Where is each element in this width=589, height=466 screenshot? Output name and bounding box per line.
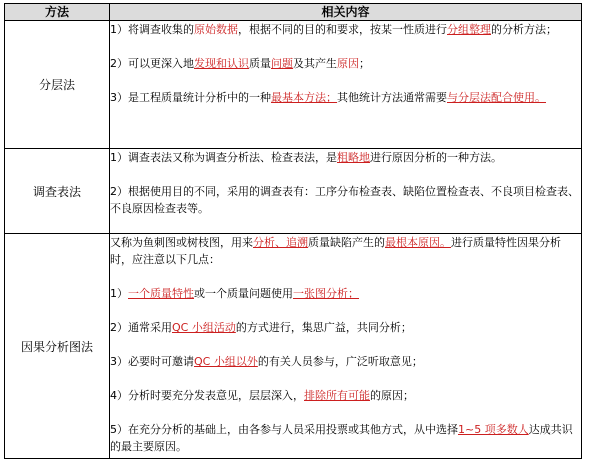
body-text: 的原因； bbox=[370, 389, 414, 402]
content-paragraph bbox=[110, 55, 581, 72]
highlight-text: QC 小组活动 bbox=[172, 321, 236, 334]
method-cell: 分层法 bbox=[5, 21, 110, 149]
body-text: 5）在充分分析的基础上，由各参与人员采用投票或其他方式，从中选择 bbox=[110, 423, 458, 436]
content-paragraph bbox=[110, 421, 581, 455]
content-paragraph bbox=[110, 89, 581, 106]
highlight-text: 排除所有可能 bbox=[304, 389, 370, 402]
body-text: 3）必要时可邀请 bbox=[110, 355, 194, 368]
table-row bbox=[5, 149, 582, 234]
table-row bbox=[5, 21, 582, 149]
body-text: ； bbox=[359, 57, 370, 70]
paragraph-spacer bbox=[110, 72, 581, 89]
highlight-text: 最根本原因。 bbox=[385, 236, 451, 249]
highlight-text: 分析、追溯 bbox=[253, 236, 308, 249]
methods-table bbox=[4, 3, 582, 459]
content-paragraph bbox=[110, 234, 581, 268]
paragraph-spacer bbox=[110, 336, 581, 353]
body-text: 又称为鱼刺图或树枝图，用来 bbox=[110, 236, 253, 249]
method-cell: 调查表法 bbox=[5, 149, 110, 234]
paragraph-spacer bbox=[110, 38, 581, 55]
content-paragraph bbox=[110, 353, 581, 370]
body-text: 的分析方法； bbox=[491, 23, 557, 36]
highlight-text: 最基本方法； bbox=[271, 91, 337, 104]
body-text: 3）是工程质量统计分析中的一种 bbox=[110, 91, 271, 104]
highlight-text: 发现和认识 bbox=[194, 57, 249, 70]
method-cell: 因果分析图法 bbox=[5, 234, 110, 459]
body-text: 其他统计方法通常需要 bbox=[337, 91, 447, 104]
header-content: 相关内容 bbox=[110, 4, 582, 21]
highlight-text: 一个质量特性 bbox=[128, 287, 194, 300]
body-text: ，根据不同的目的和要求，按某一性质进行 bbox=[238, 23, 447, 36]
highlight-text: 原因 bbox=[337, 57, 359, 70]
body-text: 的方式进行，集思广益，共同分析； bbox=[235, 321, 412, 334]
body-text: 4）分析时要充分发表意见，层层深入， bbox=[110, 389, 304, 402]
table-row bbox=[5, 234, 582, 459]
body-text: 2）根据使用目的不同，采用的调查表有：工序分布检查表、缺陷位置检查表、不良项目检查表、不良原因检查表等。 bbox=[110, 185, 579, 215]
highlight-text: QC 小组以外 bbox=[194, 355, 258, 368]
highlight-text: 一张图分析； bbox=[293, 287, 359, 300]
content-cell bbox=[110, 234, 582, 459]
content-cell bbox=[110, 149, 582, 234]
body-text: 2）通常采用 bbox=[110, 321, 172, 334]
body-text: 质量 bbox=[249, 57, 271, 70]
body-text: 进行质量特性因果分析时，应注意以下几点： bbox=[110, 236, 561, 266]
highlight-text: 分组整理 bbox=[447, 23, 491, 36]
body-text: 1）将调查收集的 bbox=[110, 23, 194, 36]
body-text: 质量缺陷产生的 bbox=[308, 236, 385, 249]
header-method: 方法 bbox=[5, 4, 110, 21]
body-text: 的有关人员参与，广泛听取意见； bbox=[257, 355, 423, 368]
paragraph-spacer bbox=[110, 268, 581, 285]
highlight-text: 问题 bbox=[271, 57, 293, 70]
paragraph-spacer bbox=[110, 302, 581, 319]
highlight-text: 粗略地 bbox=[337, 151, 370, 164]
paragraph-spacer bbox=[110, 404, 581, 421]
content-paragraph bbox=[110, 21, 581, 38]
highlight-text: 与分层法配合使用。 bbox=[447, 91, 546, 104]
table-header-row bbox=[5, 4, 582, 21]
content-paragraph bbox=[110, 285, 581, 302]
body-text: 及其产生 bbox=[293, 57, 337, 70]
paragraph-spacer bbox=[110, 370, 581, 387]
body-text: 或一个质量问题使用 bbox=[194, 287, 293, 300]
highlight-text: 原始数据 bbox=[194, 23, 238, 36]
content-paragraph bbox=[110, 319, 581, 336]
body-text: 进行原因分析的一种方法。 bbox=[370, 151, 502, 164]
body-text: 2）可以更深入地 bbox=[110, 57, 194, 70]
body-text: 达成共识的最主要原因。 bbox=[110, 423, 573, 453]
content-paragraph bbox=[110, 183, 581, 217]
content-cell bbox=[110, 21, 582, 149]
body-text: 1） bbox=[110, 287, 128, 300]
content-paragraph bbox=[110, 149, 581, 166]
content-paragraph bbox=[110, 387, 581, 404]
highlight-text: 1~5 项多数人 bbox=[458, 423, 529, 436]
body-text: 1）调查表法又称为调查分析法、检查表法，是 bbox=[110, 151, 337, 164]
paragraph-spacer bbox=[110, 166, 581, 183]
